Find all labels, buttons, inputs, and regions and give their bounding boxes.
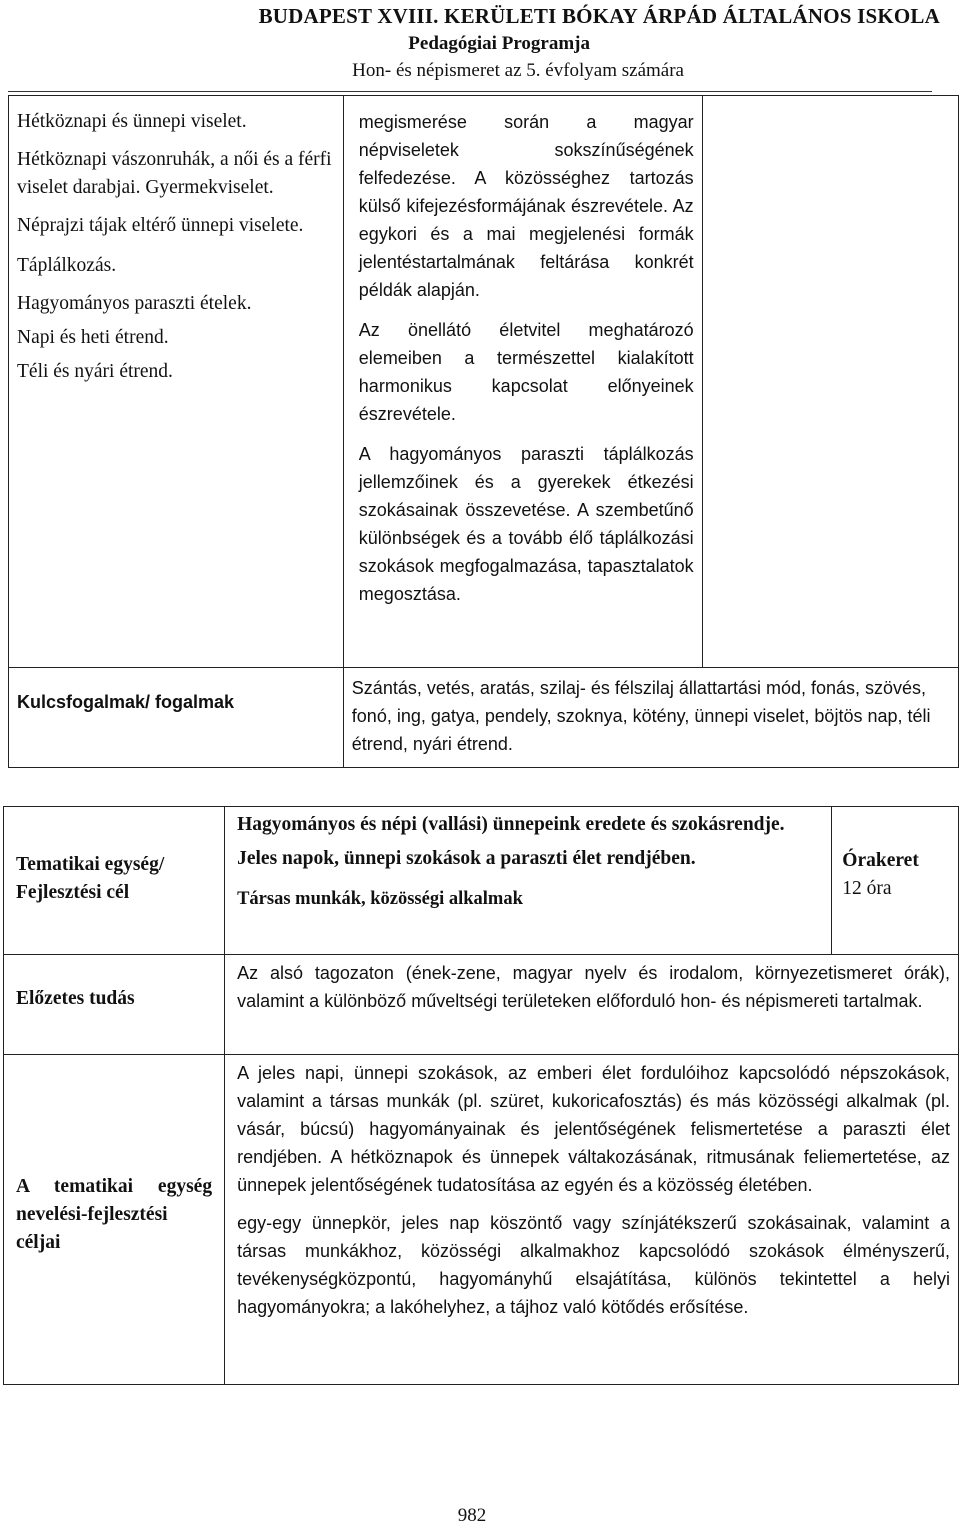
- subject-title: Hon- és népismeret az 5. évfolyam számára: [352, 60, 684, 81]
- unit-label-cell: [4, 807, 225, 955]
- key-terms-text: [343, 668, 958, 768]
- topic-item: Hagyományos paraszti ételek.: [17, 293, 252, 314]
- key-terms-value: Szántás, vetés, aratás, szilaj- és félszilaj állattartási mód, fonás, szövés, fonó, ing, gatya, pendely, szoknya, kötény, ünnepi viselet, böjtös nap, téli étrend, nyári étrend.: [351, 678, 931, 754]
- topic-item: Napi és heti étrend.: [17, 327, 169, 348]
- prior-knowledge-label: Előzetes tudás: [16, 988, 135, 1009]
- goals-cell: [343, 96, 702, 668]
- topic-item: Néprajzi tájak eltérő ünnepi viselete.: [17, 215, 304, 236]
- goals-paragraph-2: egy-egy ünnepkör, jeles nap köszöntő vagy színjátékszerű szokásainak, valamint a társas munkákhoz, közösségi alkalmakhoz kapcsolódó szokások élményszerű, tevékenységközpontú, hagyományhű elsajátítása, különös tekintettel a helyi hagyományokra; a lakóhelyhez, a tájhoz való kötődés erősítése.: [237, 1213, 950, 1317]
- key-terms-label-text: Kulcsfogalmak/ fogalmak: [17, 692, 235, 712]
- unit-title: Hagyományos és népi (vallási) ünnepeink eredete és szokásrendje.: [237, 814, 785, 835]
- content-table-top: [8, 95, 959, 768]
- goal-paragraph: A hagyományos paraszti táplálkozás jellemzőinek és a gyerekek étkezési szokásainak összevetése. A szembetűnő különbségek és a tovább élő táplálkozási szokások megfogalmazása, tapasztalatok megosztása.: [358, 444, 694, 604]
- hours-value: 12 óra: [842, 878, 892, 899]
- topic-item: Hétköznapi vászonruhák, a női és a férfi viselet darabjai. Gyermekviselet.: [17, 149, 332, 198]
- school-name: BUDAPEST XVIII. KERÜLETI BÓKAY ÁRPÁD ÁLTALÁNOS ISKOLA: [258, 4, 940, 28]
- unit-subtitle-2: Társas munkák, közösségi alkalmak: [237, 889, 523, 909]
- goals-text-cell: [225, 1055, 959, 1385]
- header-divider: [8, 91, 932, 92]
- prior-text-cell: [225, 955, 959, 1055]
- program-title: Pedagógiai Programja: [408, 33, 590, 54]
- page-number: 982: [457, 1505, 487, 1526]
- prior-label-cell: [4, 955, 225, 1055]
- topic-item: Táplálkozás.: [17, 255, 117, 276]
- topic-item: Hétköznapi és ünnepi viselet.: [17, 111, 247, 132]
- prior-knowledge-text: Az alsó tagozaton (ének-zene, magyar nyelv és irodalom, környezetismeret órák), valamint a különböző műveltségi területeken előforduló hon- és népismereti tartalmak.: [237, 963, 950, 1011]
- hours-label: Órakeret: [842, 850, 919, 871]
- unit-title-cell: [225, 807, 832, 955]
- unit-label: Tematikai egység/ Fejlesztési cél: [16, 854, 165, 903]
- hours-cell: [832, 807, 959, 955]
- goals-paragraph-1: A jeles napi, ünnepi szokások, az emberi élet fordulóihoz kapcsolódó népszokások, valamint a társas munkák (pl. szüret, kukoricafosztás) és más közösségi alkalmak (pl. vásár, búcsú) hagyományainak és jelentőségének felismertetése a paraszti élet rendjében. A hétköznapok és ünnepek váltakozásának, ritmusának feliemertetése, az ünnepek jelentőségének tudatosítása az egyén és a közösség életében.: [237, 1063, 950, 1195]
- goal-paragraph: megismerése során a magyar népviseletek sokszínűségének felfedezése. A közösséghez tartozás külső kifejezésformájának észrevétele. Az egykori és a mai megjelenési formák jelentéstartalmának feltárása konkrét példák alapján.: [358, 112, 694, 300]
- unit-subtitle-1: Jeles napok, ünnepi szokások a paraszti élet rendjében.: [237, 848, 696, 869]
- topic-item: Téli és nyári étrend.: [17, 361, 173, 382]
- goals-label: A tematikai egység nevelési-fejlesztési céljai: [16, 1176, 213, 1253]
- goals-label-cell: [4, 1055, 225, 1385]
- key-terms-label: [9, 668, 344, 768]
- empty-cell: [702, 96, 958, 668]
- goal-paragraph: Az önellátó életvitel meghatározó elemeiben a természettel kialakított harmonikus kapcsolat előnyeinek észrevétele.: [358, 320, 694, 424]
- content-table-bottom: [3, 806, 959, 1385]
- topics-cell: [9, 96, 344, 668]
